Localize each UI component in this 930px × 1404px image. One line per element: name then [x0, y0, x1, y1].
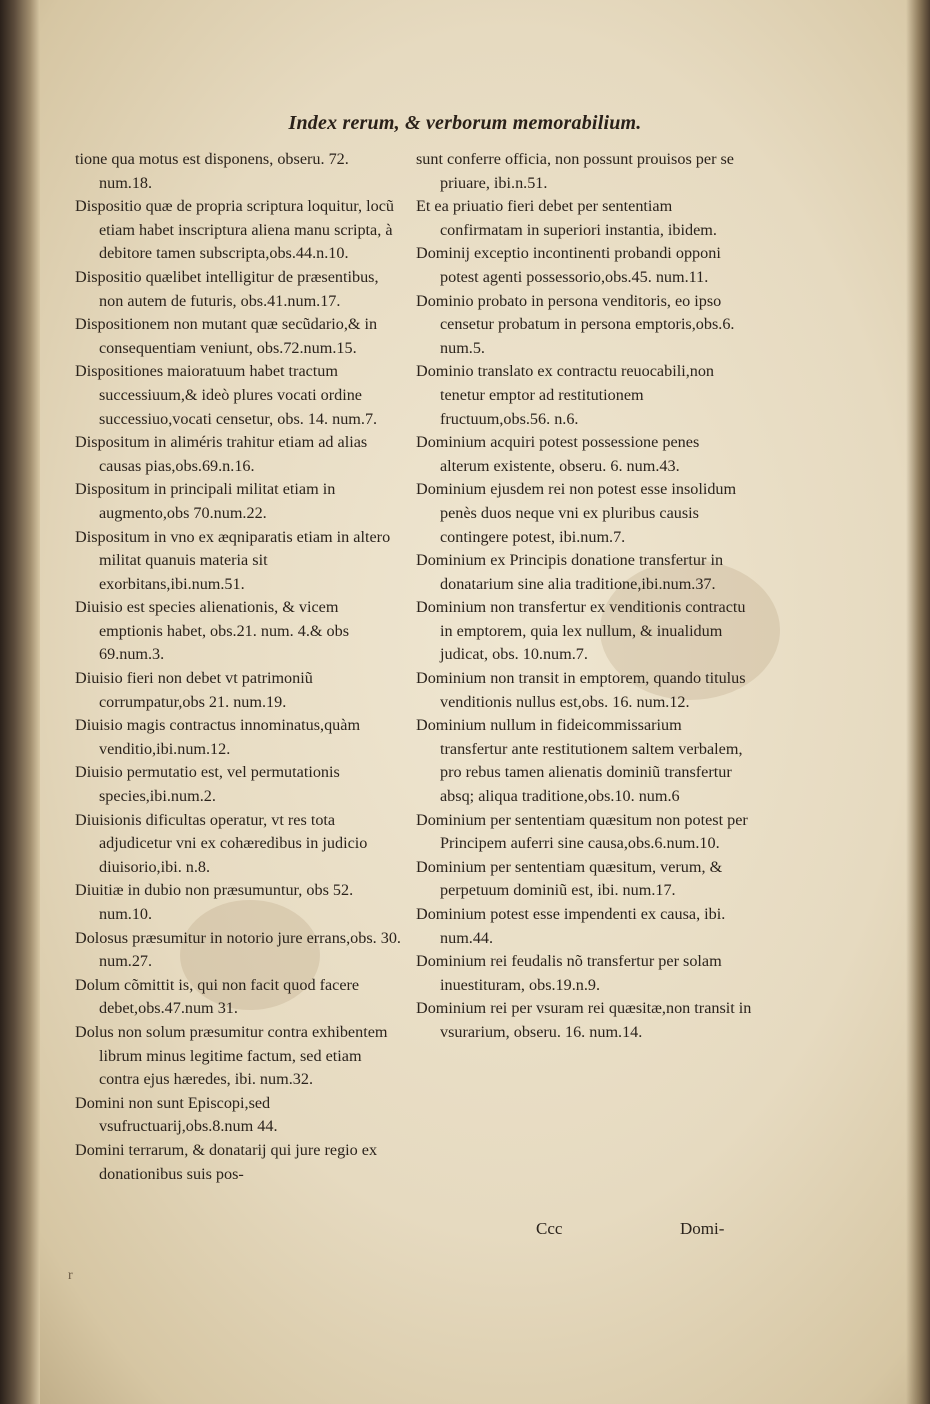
running-head: Index rerum, & verborum memorabilium. — [288, 112, 642, 134]
index-entry: Dominij exceptio incontinenti probandi opponi potest agenti possessorio,obs.45. num.11. — [416, 244, 721, 286]
index-entry: Dominium rei per vsuram rei quæsitæ,non transit in vsurarium, obseru. 16. num.14. — [416, 999, 752, 1041]
index-entry: Dolum cõmittit is, qui non facit quod facere debet,obs.47.num 31. — [75, 975, 360, 1018]
book-spine-shadow — [0, 0, 40, 1404]
catchword: Domi- — [680, 1219, 725, 1238]
index-entry: Dispositum in aliméris trahitur etiam ad alias causas pias,obs.69.n.16. — [75, 433, 368, 475]
index-entry: Dispositiones maioratuum habet tractum successiuum,& ideò plures vocati ordine successiuo,vocati censetur, obs. 14. num.7. — [75, 362, 378, 428]
index-entry: Dispositum in principali militat etiam in augmento,obs 70.num.22. — [75, 480, 336, 522]
index-entry: Diuisionis dificultas operatur, vt res tota adjudicetur vni ex cohæredibus in judicio diuisorio,ibi. n.8. — [75, 810, 368, 876]
index-entry: Diuisio permutatio est, vel permutationis species,ibi.num.2. — [75, 763, 340, 806]
index-entry: Dominium per sententiam quæsitum, verum, & perpetuum dominiũ est, ibi. num.17. — [416, 857, 723, 900]
index-entry: Diuisio magis contractus innominatus,quàm venditio,ibi.num.12. — [75, 716, 361, 758]
index-entry: Domini non sunt Episcopi,sed vsufructuarij,obs.8.num 44. — [75, 1093, 278, 1136]
index-entry: Dominium potest esse impendenti ex causa, ibi. num.44. — [416, 905, 726, 947]
index-entry: Dispositio quælibet intelligitur de præsentibus, non autem de futuris, obs.41.num.17. — [75, 267, 379, 310]
index-entry: Dolus non solum præsumitur contra exhibentem librum minus legitime factum, sed etiam contra ejus hæredes, ibi. num.32. — [75, 1022, 388, 1089]
index-entry: Dolosus præsumitur in notorio jure errans,obs. 30. num.27. — [75, 928, 401, 971]
index-entry: Dominium non transit in emptorem, quando titulus venditionis nullus est,obs. 16. num.12. — [416, 669, 746, 711]
index-entry: Dominium acquiri potest possessione penes alterum existente, obseru. 6. num.43. — [416, 433, 700, 475]
index-entry: sunt conferre officia, non possunt prouisos per se priuare, ibi.n.51. — [416, 150, 734, 192]
index-entry: Dispositum in vno ex æqniparatis etiam in altero militat quanuis materia sit exorbitans,ibi.num.51. — [75, 527, 391, 593]
index-entry: Dominium rei feudalis nõ transfertur per solam inuestituram, obs.19.n.9. — [416, 952, 722, 994]
index-entry: Dominio translato ex contractu reuocabili,non tenetur emptor ad restitutionem fructuum,obs.56. n.6. — [416, 362, 715, 428]
index-entry: Domini terrarum, & donatarij qui jure regio ex donationibus suis pos- — [75, 1140, 378, 1183]
index-column-right — [416, 148, 752, 1045]
index-entry: Dominium ejusdem rei non potest esse insolidum penès duos neque vni ex pluribus causis contingere potest, ibi.num.7. — [416, 480, 737, 546]
index-entry: Dispositio quæ de propria scriptura loquitur, locũ etiam habet inscriptura aliena manu scripta, à debitore tamen subscripta,obs.44.n.10. — [75, 197, 395, 263]
index-entry: tione qua motus est disponens, obseru. 72. num.18. — [75, 150, 349, 192]
index-entry: Dominium per sententiam quæsitum non potest per Principem auferri sine causa,obs.6.num.10. — [416, 810, 748, 853]
index-entry: Dominium non transfertur ex venditionis contractu in emptorem, quia lex nullum, & inualidum judicat, obs. 10.num.7. — [416, 598, 746, 664]
index-entry: Dominium nullum in fideicommissarium transfertur ante restitutionem saltem verbalem, pro rebus tamen alienatis dominiũ transfertur absq; aliqua traditione,obs.10. num.6 — [416, 716, 743, 806]
index-column-left — [75, 148, 405, 1186]
page-edge-shadow — [906, 0, 930, 1404]
index-entry: Diuitiæ in dubio non præsumuntur, obs 52. num.10. — [75, 881, 354, 923]
margin-mark: r — [68, 1268, 73, 1283]
index-entry: Diuisio fieri non debet vt patrimoniũ corrumpatur,obs 21. num.19. — [75, 669, 313, 711]
index-entry: Dispositionem non mutant quæ secũdario,& in consequentiam veniunt, obs.72.num.15. — [75, 315, 378, 357]
page-footer — [0, 1219, 930, 1249]
index-entry: Dominium ex Principis donatione transfertur in donatarium sine alia traditione,ibi.num.37. — [416, 551, 724, 593]
index-entry: Dominio probato in persona venditoris, eo ipso censetur probatum in persona emptoris,obs.6. num.5. — [416, 291, 735, 357]
index-entry: Et ea priuatio fieri debet per sententiam confirmatam in superiori instantia, ibidem. — [416, 197, 717, 239]
index-entry: Diuisio est species alienationis, & vicem emptionis habet, obs.21. num. 4.& obs 69.num.3. — [75, 598, 349, 664]
signature-mark: Ccc — [536, 1219, 563, 1238]
